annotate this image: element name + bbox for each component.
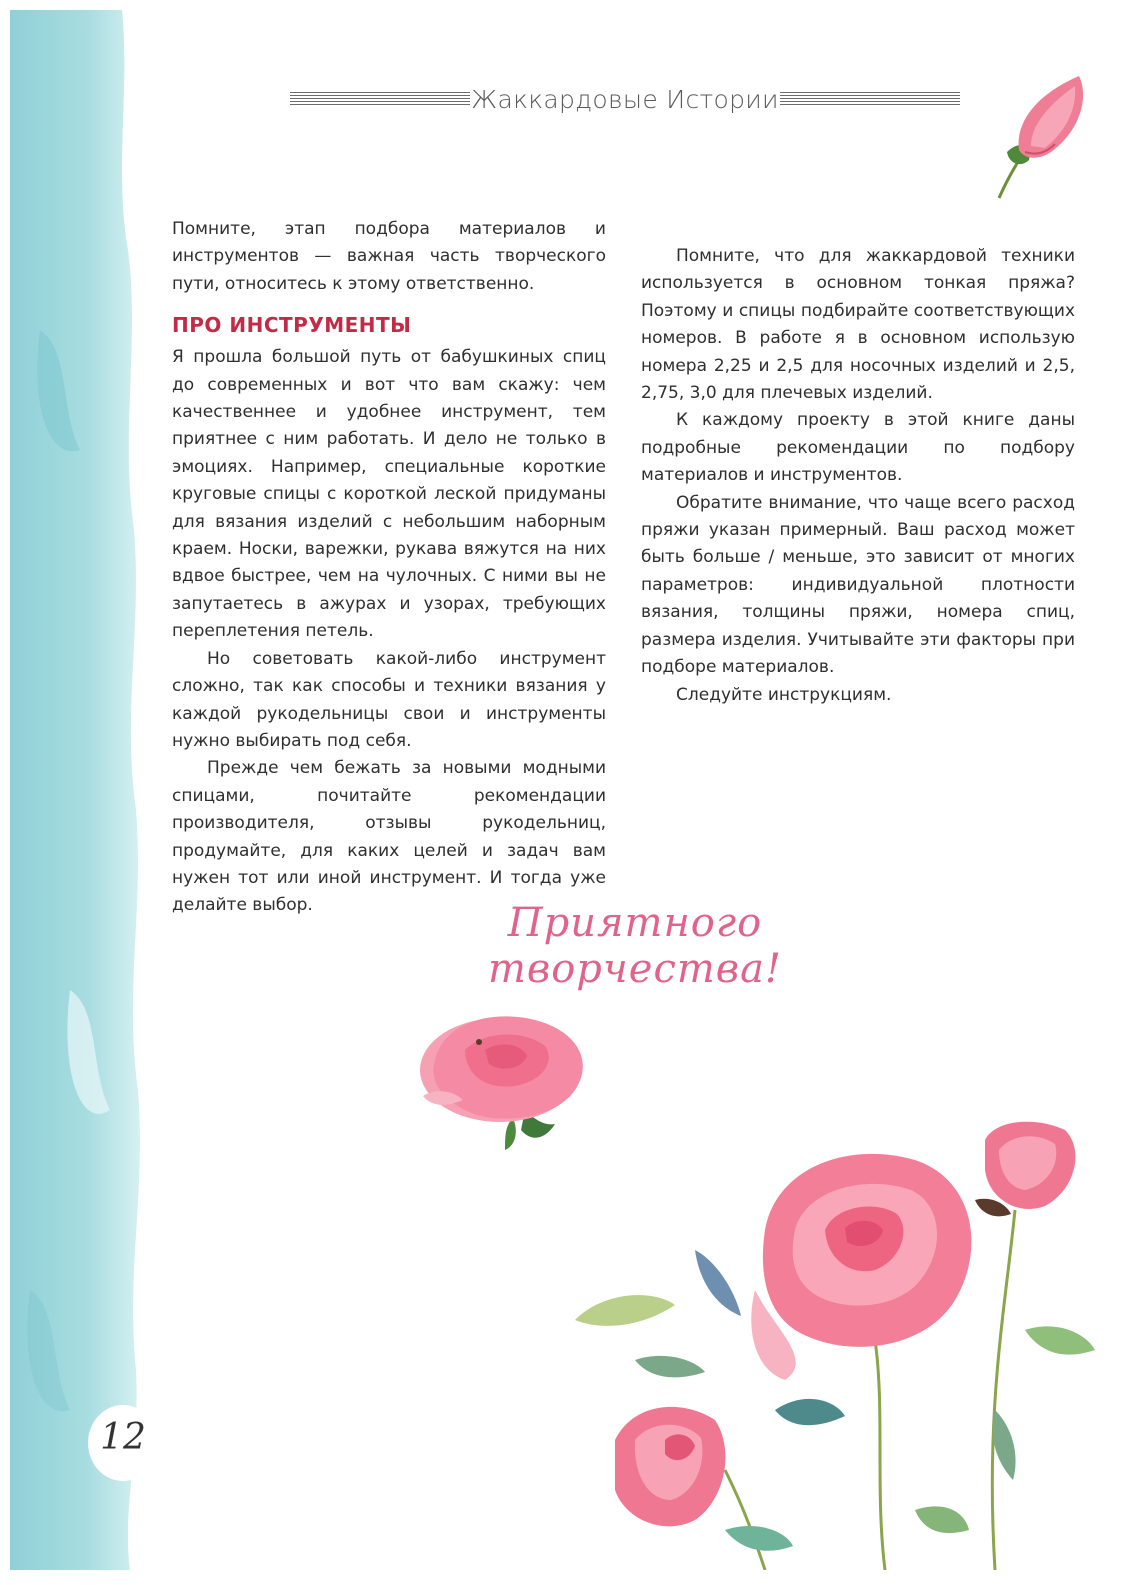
page-number: 12 [100,1417,146,1458]
closing-greeting: Приятного творчества! [488,900,782,992]
header-rule-left [290,92,470,106]
section-heading: ПРО ИНСТРУМЕНТЫ [172,313,412,338]
intro-paragraph: Помните, этап подбора материалов и инструментов — важная часть творческого пути, относитесь к этому ответственно. [172,219,606,294]
paragraph: К каждому проекту в этой книге даны подробные рекомендации по подбору материалов и инструментов. [641,410,1075,486]
paragraph: Обратите внимание, что чаще всего расход пряжи указан примерный. Ваш расход может быть больше / меньше, это зависит от многих параметров: индивидуальной плотности вязания, толщины пряжи, номера спиц, размера изделия. Учитывайте эти факторы при подборе материалов. [641,492,1075,678]
header-rule-right [780,92,960,106]
paragraph: Помните, что для жаккардовой техники используется в основном тонкая пряжа? Поэтому и спицы подбирайте соответствующих номеров. В работе я в основном использую номера 2,25 и 2,5 для носочных изделий и 2,5, 2,75, 3,0 для плечевых изделий. [641,246,1075,404]
paragraph: Но советовать какой-либо инструмент сложно, так как способы и техники вязания у каждой рукодельницы свои и инструменты нужно выбирать под себя. [172,648,606,751]
header-title: Жаккардовые Истории [471,85,779,114]
watercolor-band [10,10,150,1570]
text-column-right [641,243,1075,709]
running-header [290,82,960,122]
paragraph: Следуйте инструкциям. [676,684,892,705]
paragraph: Я прошла большой путь от бабушкиных спиц до современных и вот что вам скажу: чем качественнее и удобнее инструмент, тем приятнее с ним работать. И дело не только в эмоциях. Например, специальные короткие круговые спицы с короткой леской придуманы для вязания изделий с небольшим наборным краем. Носки, варежки, рукава вяжутся на них вдвое быстрее, чем на чулочных. С ними вы не запутаетесь в ажурах и узорах, требующих переплетения петель. [172,347,606,642]
rosebud-top-right [985,70,1095,205]
rose-bouquet-bottom-right [575,1110,1105,1570]
page-number-badge [88,1405,158,1481]
text-column-left [172,216,606,920]
paragraph: Прежде чем бежать за новыми модными спицами, почитайте рекомендации производителя, отзывы рукодельниц, продумайте, для каких целей и задач вам нужен тот или иной инструмент. И тогда уже делайте выбор. [172,758,606,916]
